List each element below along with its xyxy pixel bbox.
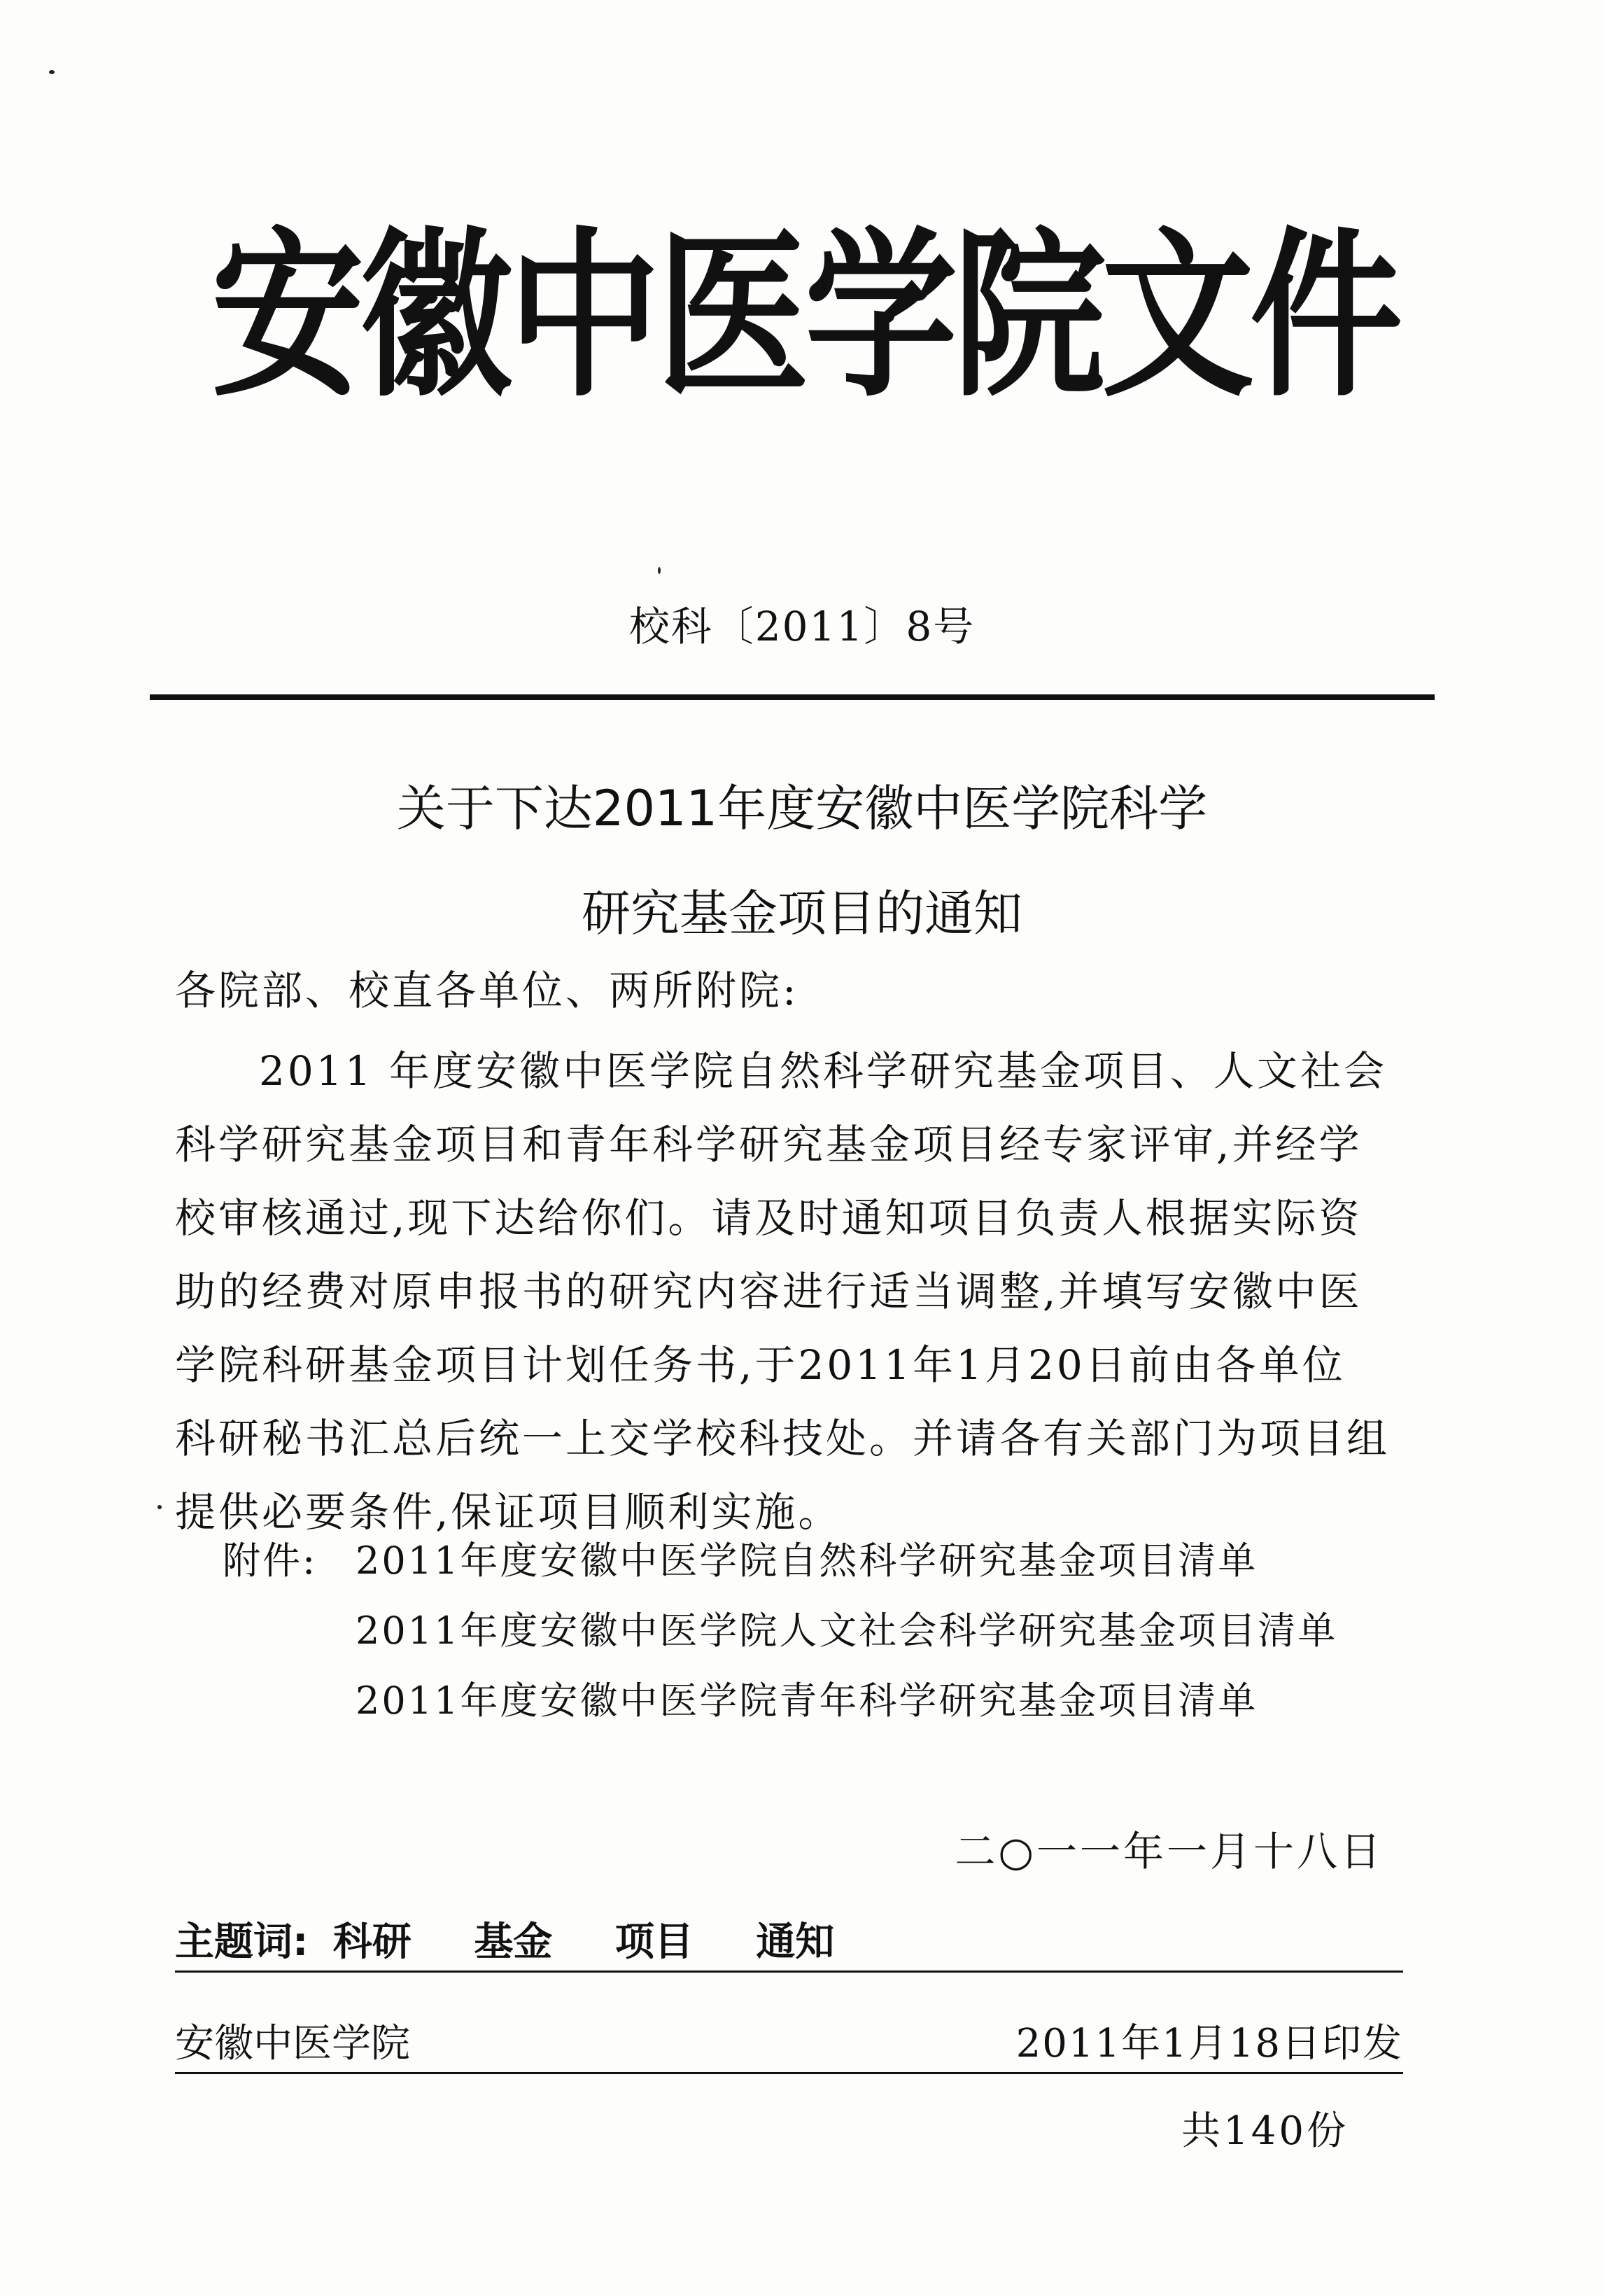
document-number: 校科〔2011〕8号 bbox=[628, 603, 976, 650]
body-line: 提供必要条件,保证项目顺利实施。 bbox=[175, 1488, 842, 1536]
keyword-item: 科研 bbox=[332, 1919, 411, 1965]
body-line: 科学研究基金项目和青年科学研究基金项目经专家评审,并经学 bbox=[175, 1121, 1363, 1168]
issuing-institution: 安徽中医学院 bbox=[175, 2021, 410, 2066]
attachment-item: 2011年度安徽中医学院青年科学研究基金项目清单 bbox=[356, 1679, 1258, 1723]
copy-count: 共140份 bbox=[1181, 2108, 1349, 2154]
scan-speck bbox=[658, 567, 661, 574]
scan-speck bbox=[49, 70, 55, 74]
print-date: 2011年1月18日印发 bbox=[1015, 2021, 1403, 2066]
keywords-label: 主题词: bbox=[175, 1919, 309, 1965]
notice-title-line-1: 关于下达2011年度安徽中医学院科学 bbox=[396, 780, 1208, 837]
salutation: 各院部、校直各单位、两所附院: bbox=[175, 967, 799, 1014]
header-divider bbox=[150, 694, 1435, 700]
body-line: 校审核通过,现下达给你们。请及时通知项目负责人根据实际资 bbox=[175, 1194, 1363, 1242]
attachment-item: 2011年度安徽中医学院人文社会科学研究基金项目清单 bbox=[356, 1609, 1338, 1653]
notice-title-line-2: 研究基金项目的通知 bbox=[582, 885, 1022, 942]
masthead-title: 安徽中医学院文件 bbox=[211, 212, 1398, 422]
attachment-item: 2011年度安徽中医学院自然科学研究基金项目清单 bbox=[356, 1539, 1258, 1583]
attachments-label: 附件: bbox=[223, 1539, 318, 1583]
body-line: 学院科研基金项目计划任务书,于2011年1月20日前由各单位 bbox=[175, 1341, 1346, 1389]
body-line: 2011 年度安徽中医学院自然科学研究基金项目、人文社会 bbox=[259, 1047, 1388, 1095]
keyword-item: 基金 bbox=[474, 1919, 553, 1965]
keyword-item: 项目 bbox=[614, 1919, 694, 1965]
body-line: 科研秘书汇总后统一上交学校科技处。并请各有关部门为项目组 bbox=[175, 1415, 1391, 1462]
issue-date: 二○一一年一月十八日 bbox=[955, 1828, 1384, 1875]
scan-speck bbox=[157, 1505, 162, 1509]
body-line: 助的经费对原申报书的研究内容进行适当调整,并填写安徽中医 bbox=[175, 1268, 1363, 1315]
subject-keywords bbox=[175, 1914, 1403, 1973]
print-info-row bbox=[175, 2016, 1403, 2074]
keyword-item: 通知 bbox=[756, 1919, 835, 1965]
